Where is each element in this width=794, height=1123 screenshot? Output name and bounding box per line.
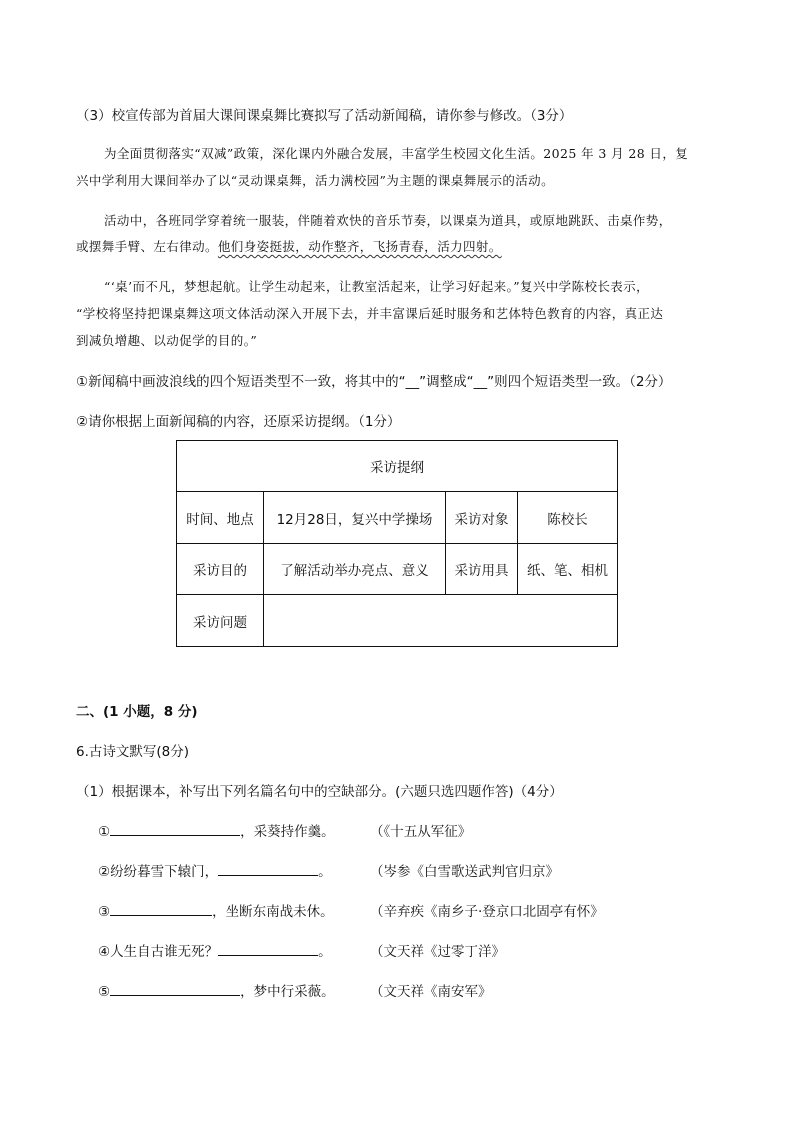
news-paragraph-3-line-1: “‘桌’而不凡，梦想起航。让学生动起来，让教室活起来，让学习好起来。”复兴中学陈校长表示， — [104, 279, 649, 294]
cell-tools-value: 纸、笔、相机 — [518, 544, 618, 595]
news-paragraph-3-line-3: 到减负增趣、以动促学的目的。” — [76, 333, 258, 348]
answer-blank[interactable] — [110, 901, 212, 916]
recitation-source-4: （文天祥《过零丁洋》 — [370, 944, 505, 960]
line-suffix: ，梦中行采薇。 — [240, 984, 335, 1000]
line-suffix: ，坐断东南战未休。 — [212, 904, 334, 920]
news-paragraph-2-line-2 — [76, 237, 502, 255]
recitation-source-3: （辛弃疾《南乡子·登京口北固亭有怀》 — [370, 904, 604, 920]
recitation-line-4 — [98, 940, 332, 960]
line-suffix: 。 — [318, 864, 332, 880]
question-6-title: 6.古诗文默写(8分) — [76, 744, 190, 760]
question-6-1-instructions: （1）根据课本，补写出下列名篇名句中的空缺部分。(六题只选四题作答)（4分） — [76, 784, 563, 800]
recitation-line-2 — [98, 860, 332, 880]
sub-question-2: ②请你根据上面新闻稿的内容，还原采访提纲。（1分） — [76, 414, 401, 430]
news-paragraph-3-line-2: “学校将坚持把课桌舞这项文体活动深入开展下去，并丰富课后延时服务和艺体特色教育的内容，真正达 — [76, 306, 664, 321]
recitation-source-1: （《十五从军征》 — [370, 824, 472, 840]
section-2-heading: 二、(1 小题，8 分) — [76, 704, 198, 720]
line-prefix: ②纷纷暮雪下辕门， — [98, 864, 219, 880]
recitation-line-5 — [98, 980, 335, 1000]
line-suffix: ，采葵持作羹。 — [240, 824, 335, 840]
wavy-underlined-phrases: 他们身姿挺拔，动作整齐，飞扬青春，活力四射。 — [217, 239, 502, 254]
sub-question-1: ①新闻稿中画波浪线的四个短语类型不一致，将其中的“__”调整成“__”则四个短语类型一致。（2分） — [76, 374, 672, 390]
news-plain-text: 或摆舞手臂、左右律动。 — [76, 239, 218, 254]
line-prefix: ③ — [98, 904, 111, 920]
cell-questions-answer[interactable] — [264, 595, 618, 647]
answer-blank[interactable] — [218, 861, 318, 876]
table-title: 采访提纲 — [177, 441, 618, 492]
cell-questions-label: 采访问题 — [177, 595, 264, 647]
answer-blank[interactable] — [218, 941, 318, 956]
cell-purpose-label: 采访目的 — [177, 544, 264, 595]
answer-blank[interactable] — [110, 821, 240, 836]
recitation-line-1 — [98, 820, 335, 840]
recitation-line-3 — [98, 900, 334, 920]
line-prefix: ⑤ — [98, 984, 111, 1000]
cell-purpose-value: 了解活动举办亮点、意义 — [264, 544, 446, 595]
cell-tools-label: 采访用具 — [446, 544, 518, 595]
recitation-source-2: （岑参《白雪歌送武判官归京》 — [370, 864, 559, 880]
line-prefix: ④人生自古谁无死？ — [98, 944, 219, 960]
recitation-source-5: （文天祥《南安军》 — [370, 984, 492, 1000]
news-paragraph-1-line-2: 兴中学利用大课间举办了以“灵动课桌舞，活力满校园”为主题的课桌舞展示的活动。 — [76, 173, 554, 188]
question-3-header: （3）校宣传部为首届大课间课桌舞比赛拟写了活动新闻稿，请你参与修改。（3分） — [76, 108, 573, 124]
news-paragraph-1-line-1: 为全面贯彻落实“双减”政策，深化课内外融合发展，丰富学生校园文化生活。2025 年 3 月 28 日，复 — [104, 146, 689, 161]
interview-outline-table — [176, 440, 618, 647]
cell-interviewee-value: 陈校长 — [518, 492, 618, 544]
line-suffix: 。 — [318, 944, 332, 960]
line-prefix: ① — [98, 824, 111, 840]
answer-blank[interactable] — [110, 981, 240, 996]
cell-interviewee-label: 采访对象 — [446, 492, 518, 544]
news-paragraph-2-line-1: 活动中，各班同学穿着统一服装，伴随着欢快的音乐节奏，以课桌为道具，或原地跳跃、击桌作势， — [104, 213, 672, 228]
cell-time-place-value: 12月28日，复兴中学操场 — [264, 492, 446, 544]
cell-time-place-label: 时间、地点 — [177, 492, 264, 544]
